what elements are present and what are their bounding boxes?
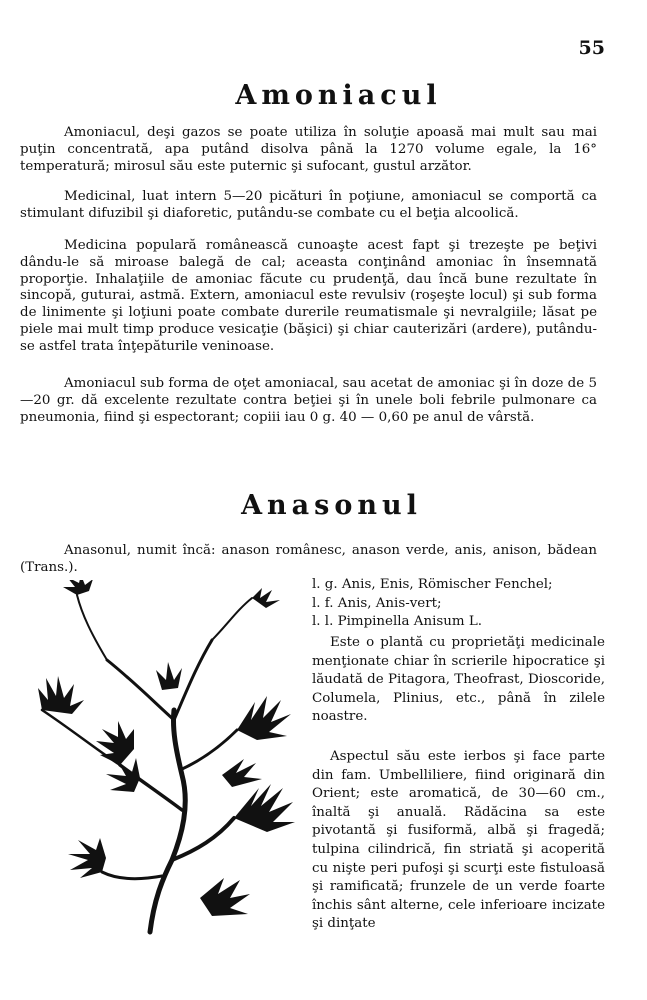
synonym-list [312,576,602,632]
leaf-cluster [234,784,295,832]
synonym-item: l. g. Anis, Enis, Römischer Fenchel; [312,577,553,592]
synonym-item: l. f. Anis, Anis-vert; [312,595,442,611]
paragraph: Amoniacul, deşi gazos se poate utiliza în soluţie apoasă mai mult sau mai puţin concentrată, apa putând disolva până la 1270 volume egale, la 16° temperatură; mirosul său este puternic şi sufocant, gustul arzător. [20,125,597,174]
synonym-item: l. l. Pimpinella Anisum L. [312,614,482,629]
intro-paragraph: Anasonul, numit încă: anason românesc, anason verde, anis, anison, bădean (Trans.). [20,543,597,575]
section-title-anasonul: Anasonul [241,490,422,521]
paragraph: Aspectul său este ierbos şi face parte din fam. Umbelliliere, fiind originară din Orient; este aromatică, de 30—60 cm., înaltă şi anuală. Rădăcina sa este pivotantă şi fusiformă, albă şi fragedă; tulpina cilindrică, fin striată şi acoperită cu nişte peri pufoşi şi scurţi este fistuloasă şi ramificată; frunzele de un verde foarte închis sânt alterne, cele inferioare incizate şi dinţate [312,749,605,932]
anise-plant-illustration [22,580,302,935]
page-number: 55 [578,37,605,59]
paragraph: Amoniacul sub forma de oţet amoniacal, sau acetat de amoniac şi în doze de 5—20 gr. dă excelente rezultate contra beţiei şi în unele boli febrile pulmonare ca pneumonia, fiind şi espectorant; copiii iau 0 g. 40 — 0,60 pe anul de vârstă. [20,376,597,425]
section-title-amoniacul: Amoniacul [235,80,442,111]
paragraph: Medicina populară românească cunoaşte acest fapt şi trezeşte pe beţivi dându-le să miroase balegă de cal; aceasta conţinând amoniac în însemnată proporţie. Inhalaţiile de amoniac făcute cu prudenţă, dau încă bune rezultate în sincopă, guturai, astmă. Extern, amoniacul este revulsiv (roşeşte locul) şi sub forma de linimente şi loţiuni poate combate durerile reumatismale şi nevralgiile; lăsat pe piele mai mult timp produce vesicaţie (băşici) şi chiar cauterizări (ardere), putându-se astfel trata înţepăturile veninoase. [20,238,597,354]
paragraph: Este o plantă cu proprietăţi medicinale menţionate chiar în scrierile hipocratice şi lăudată de Pitagora, Theofrast, Dioscoride, Columela, Plinius, etc., până în zilele noastre. [312,635,605,725]
paragraph: Medicinal, luat intern 5—20 picături în poţiune, amoniacul se comportă ca stimulant difuzibil şi diaforetic, putându-se combate cu el beţia alcoolică. [20,189,597,221]
